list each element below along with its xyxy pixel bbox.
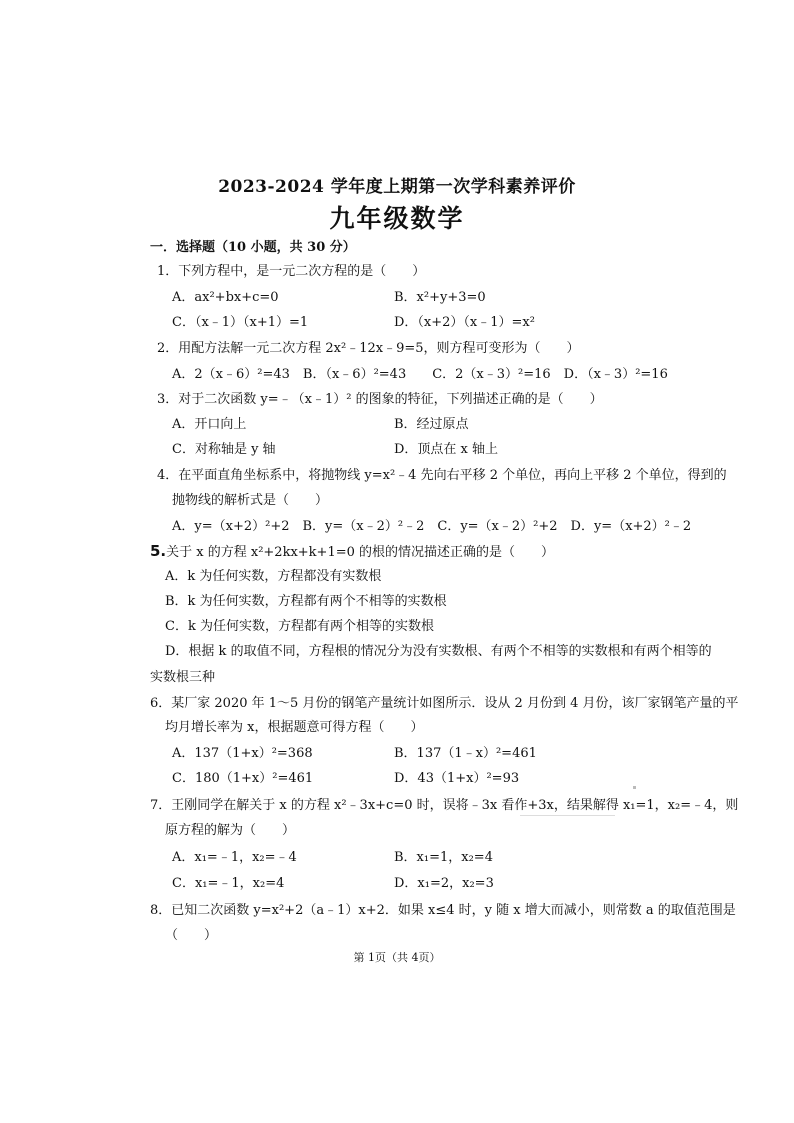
- q2-options: A．2（x﹣6）²=43 B．（x﹣6）²=43 C．2（x﹣3）²=16 D．（x﹣3）²=16: [172, 367, 668, 382]
- section-heading: 一．选择题（10 小题，共 30 分）: [150, 240, 356, 255]
- q1-option-b: B．x²+y+3=0: [394, 290, 486, 305]
- q5-option-c: C．k 为任何实数，方程都有两个相等的实数根: [165, 619, 434, 634]
- q5-option-b: B．k 为任何实数，方程都有两个不相等的实数根: [165, 594, 447, 609]
- q6-stem-continued: 均月增长率为 x，根据题意可得方程（ ）: [165, 720, 424, 735]
- q3-option-b: B．经过原点: [394, 417, 469, 432]
- q6-option-c: C．180（1+x）²=461: [172, 771, 314, 786]
- q5-number: 5.: [150, 542, 167, 560]
- q4-stem: 4．在平面直角坐标系中，将抛物线 y=x²﹣4 先向右平移 2 个单位，再向上平移 2 个单位，得到的: [157, 468, 727, 483]
- q5-question: [150, 543, 554, 561]
- q3-option-d: D．顶点在 x 轴上: [394, 442, 499, 457]
- q7-stem: 7．王刚同学在解关于 x 的方程 x²﹣3x+c=0 时，误将﹣3x 看作+3x，结果解得 x₁=1，x₂=﹣4，则: [150, 798, 739, 813]
- exam-subtitle: 九年级数学: [329, 204, 465, 233]
- q1-option-d: D．（x+2）（x﹣1）=x²: [394, 315, 535, 330]
- q5-option-d: D．根据 k 的取值不同，方程根的情况分为没有实数根、有两个不相等的实数根和有两个相等的: [165, 644, 712, 659]
- q5-option-d-continued: 实数根三种: [150, 670, 216, 685]
- q6-option-d: D．43（1+x）²=93: [394, 771, 520, 786]
- q1-option-c: C．（x﹣1）（x+1）=1: [172, 315, 309, 330]
- q7-stem-continued: 原方程的解为（ ）: [165, 823, 296, 838]
- q1-option-a: A．ax²+bx+c=0: [172, 290, 279, 305]
- q5-option-a: A．k 为任何实数，方程都没有实数根: [165, 569, 382, 584]
- q6-option-a: A．137（1+x）²=368: [172, 746, 313, 761]
- q7-option-a: A．x₁=﹣1，x₂=﹣4: [172, 850, 297, 865]
- q5-stem: 关于 x 的方程 x²+2kx+k+1=0 的根的情况描述正确的是（ ）: [166, 545, 555, 560]
- q7-option-c: C．x₁=﹣1，x₂=4: [172, 876, 285, 891]
- q7-option-b: B．x₁=1，x₂=4: [394, 850, 493, 865]
- q2-stem: 2．用配方法解一元二次方程 2x²﹣12x﹣9=5，则方程可变形为（ ）: [157, 341, 580, 356]
- q3-option-a: A．开口向上: [172, 417, 247, 432]
- scan-speck: [633, 786, 636, 789]
- page-footer: 第 1页（共 4页）: [353, 951, 441, 964]
- q3-option-c: C．对称轴是 y 轴: [172, 442, 276, 457]
- q3-stem: 3．对于二次函数 y=﹣（x﹣1）² 的图象的特征，下列描述正确的是（ ）: [157, 392, 603, 407]
- q4-stem-continued: 抛物线的解析式是（ ）: [172, 493, 329, 508]
- q6-option-b: B．137（1﹣x）²=461: [394, 746, 537, 761]
- q4-options: A．y=（x+2）²+2 B．y=（x﹣2）²﹣2 C．y=（x﹣2）²+2 D．y=（x+2）²﹣2: [172, 519, 692, 534]
- q6-stem: 6．某厂家 2020 年 1～5 月份的钢笔产量统计如图所示．设从 2 月份到 4 月份，该厂家钢笔产量的平: [150, 696, 739, 711]
- q1-stem: 1．下列方程中，是一元二次方程的是（ ）: [157, 264, 426, 279]
- q8-stem: 8．已知二次函数 y=x²+2（a﹣1）x+2．如果 x≤4 时，y 随 x 增大而减小，则常数 a 的取值范围是: [150, 903, 736, 918]
- scan-smudge: [520, 815, 615, 816]
- q7-option-d: D．x₁=2，x₂=3: [394, 876, 494, 891]
- exam-title: 2023-2024 学年度上期第一次学科素养评价: [218, 177, 576, 197]
- q8-stem-continued: （ ）: [165, 928, 218, 943]
